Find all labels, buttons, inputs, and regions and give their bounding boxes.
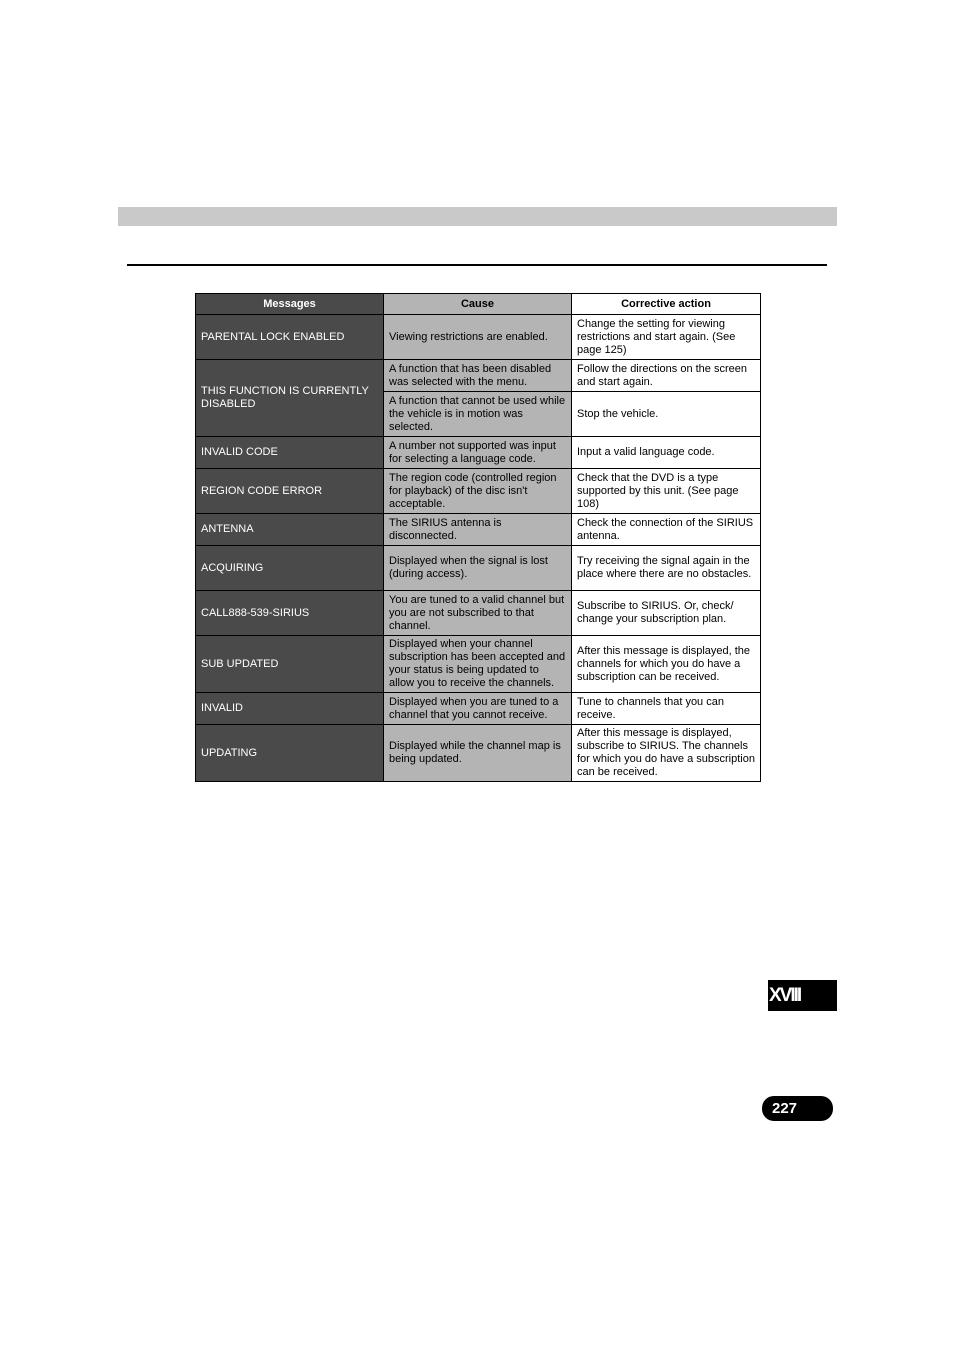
table-row xyxy=(196,693,761,725)
cause-cell: A function that has been disabled was selected with the menu. xyxy=(384,360,572,392)
cause-cell: The region code (controlled region for playback) of the disc isn't acceptable. xyxy=(384,469,572,514)
table-row xyxy=(196,514,761,546)
table-row xyxy=(196,546,761,591)
table-header-row xyxy=(196,294,761,315)
action-cell: Change the setting for viewing restrictions and start again. (See page 125) xyxy=(572,315,761,360)
table-row xyxy=(196,725,761,782)
cause-cell: A function that cannot be used while the vehicle is in motion was selected. xyxy=(384,392,572,437)
cause-cell: The SIRIUS antenna is disconnected. xyxy=(384,514,572,546)
table-row xyxy=(196,360,761,392)
cause-cell: You are tuned to a valid channel but you are not subscribed to that channel. xyxy=(384,591,572,636)
cause-cell: Displayed while the channel map is being updated. xyxy=(384,725,572,782)
action-cell: Check that the DVD is a type supported by this unit. (See page 108) xyxy=(572,469,761,514)
action-cell: After this message is displayed, the channels for which you do have a subscription can be received. xyxy=(572,636,761,693)
cause-cell: Displayed when the signal is lost (during access). xyxy=(384,546,572,591)
action-cell: Try receiving the signal again in the place where there are no obstacles. xyxy=(572,546,761,591)
cause-cell: Viewing restrictions are enabled. xyxy=(384,315,572,360)
action-cell: Input a valid language code. xyxy=(572,437,761,469)
page-number: 227 xyxy=(762,1096,833,1121)
action-cell: Check the connection of the SIRIUS antenna. xyxy=(572,514,761,546)
message-cell: PARENTAL LOCK ENABLED xyxy=(196,315,384,360)
message-cell: REGION CODE ERROR xyxy=(196,469,384,514)
table-row xyxy=(196,591,761,636)
cause-cell: A number not supported was input for selecting a language code. xyxy=(384,437,572,469)
header-band xyxy=(118,207,837,226)
cause-cell: Displayed when you are tuned to a channel that you cannot receive. xyxy=(384,693,572,725)
section-tab: XVIII xyxy=(768,980,837,1011)
message-cell: UPDATING xyxy=(196,725,384,782)
header-messages: Messages xyxy=(196,294,384,315)
messages-table xyxy=(195,293,761,782)
action-cell: Tune to channels that you can receive. xyxy=(572,693,761,725)
header-cause: Cause xyxy=(384,294,572,315)
message-cell: SUB UPDATED xyxy=(196,636,384,693)
message-cell: CALL888-539-SIRIUS xyxy=(196,591,384,636)
table-row xyxy=(196,315,761,360)
header-corrective-action: Corrective action xyxy=(572,294,761,315)
table-row xyxy=(196,437,761,469)
cause-cell: Displayed when your channel subscription has been accepted and your status is being updated to allow you to receive the channels. xyxy=(384,636,572,693)
action-cell: Subscribe to SIRIUS. Or, check/ change your subscription plan. xyxy=(572,591,761,636)
message-cell: INVALID xyxy=(196,693,384,725)
message-cell: THIS FUNCTION IS CURRENTLY DISABLED xyxy=(196,360,384,437)
action-cell: Stop the vehicle. xyxy=(572,392,761,437)
action-cell: Follow the directions on the screen and start again. xyxy=(572,360,761,392)
table-row xyxy=(196,469,761,514)
message-cell: INVALID CODE xyxy=(196,437,384,469)
message-cell: ACQUIRING xyxy=(196,546,384,591)
header-rule xyxy=(127,264,827,266)
message-cell: ANTENNA xyxy=(196,514,384,546)
action-cell: After this message is displayed, subscribe to SIRIUS. The channels for which you do have a subscription can be received. xyxy=(572,725,761,782)
table-row xyxy=(196,636,761,693)
